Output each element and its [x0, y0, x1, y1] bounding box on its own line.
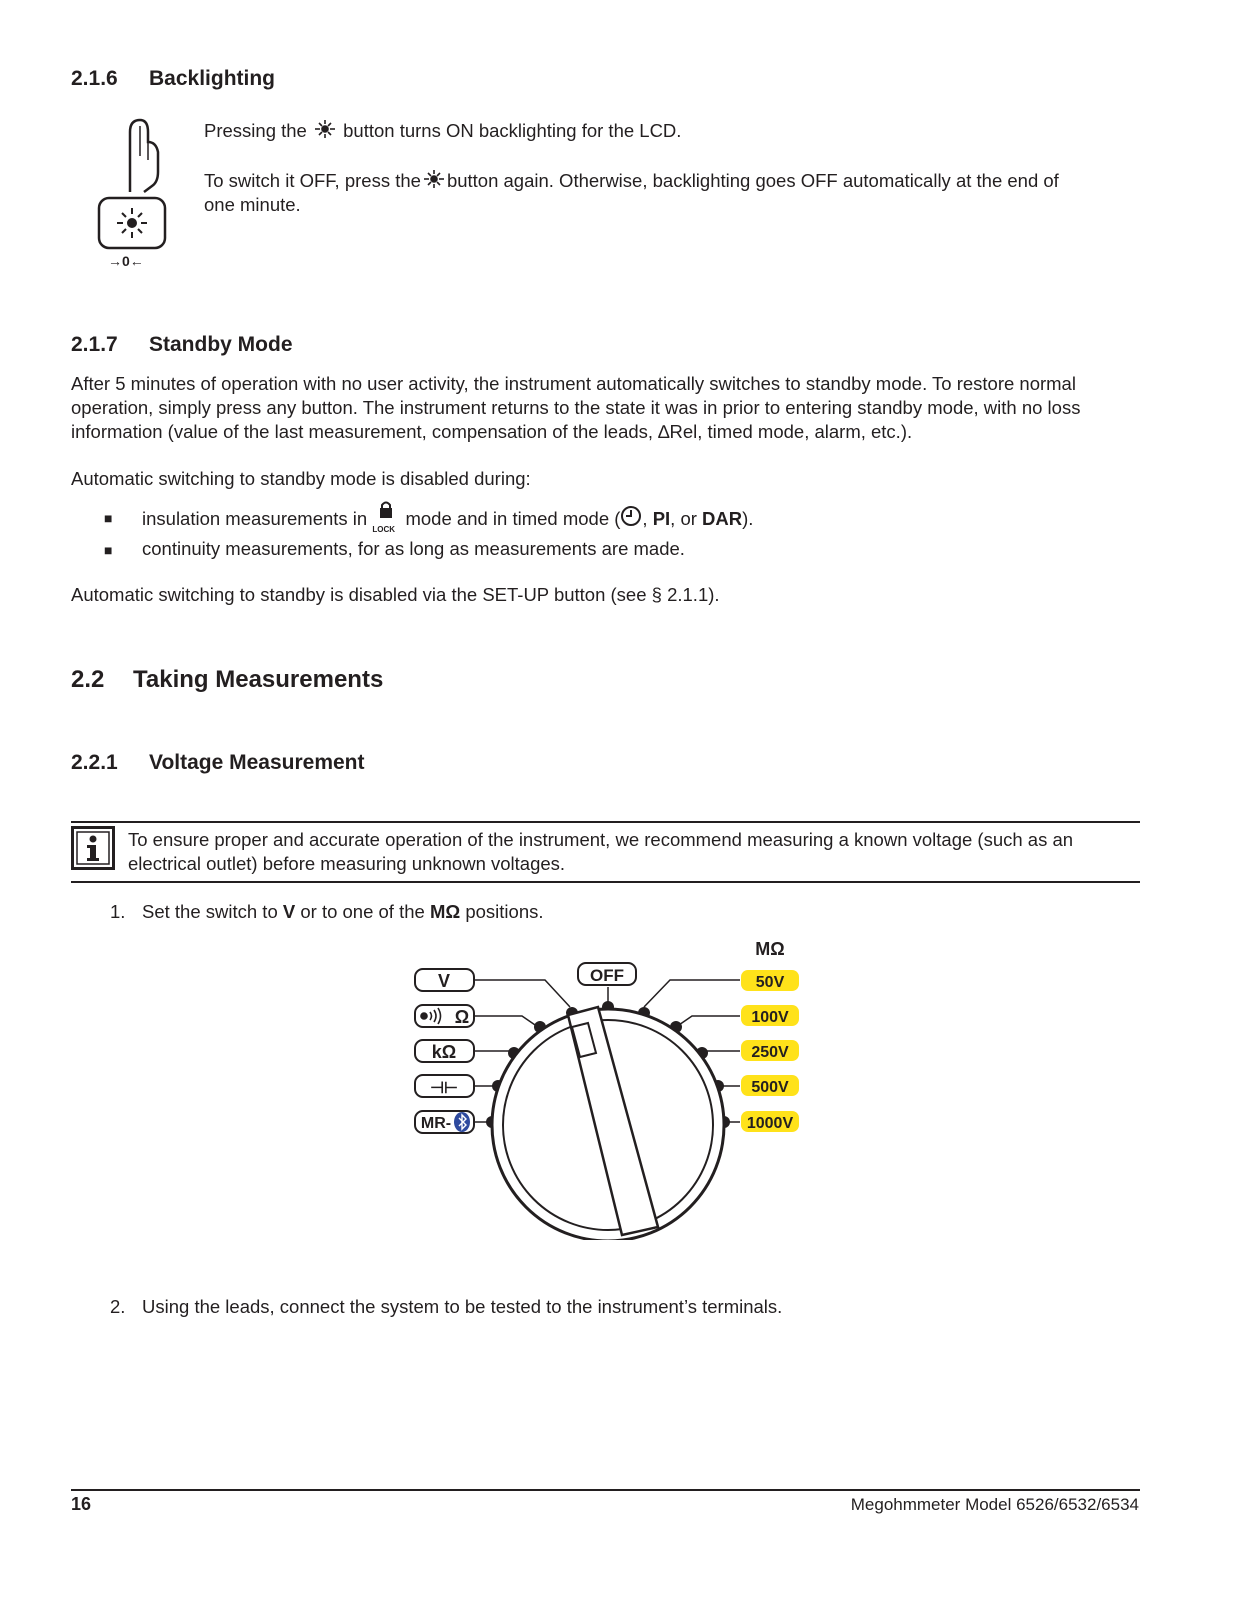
dial-label-capacitance: ⊣⊢	[430, 1080, 458, 1097]
section-number: 2.1.7	[71, 333, 118, 356]
backlight-para-2: To switch it OFF, press the button again. Otherwise, backlighting goes OFF automatically at the end of one minute.	[204, 170, 1059, 215]
dial-label-1000v: 1000V	[746, 1115, 794, 1132]
standby-para-2: Automatic switching to standby mode is disabled during:	[71, 468, 531, 489]
standby-para-1: After 5 minutes of operation with no user activity, the instrument automatically switches to standby mode. To restore normal operation, simply press any button. The instrument returns to the state it was in prior to entering standby mode, with no loss information (value of the last measurement, compensation of the leads, ∆Rel, timed mode, alarm, etc.).	[71, 373, 1081, 442]
list-item: ■ insulation measurements in LOCK mode and in timed mode ( , PI, or DAR).	[104, 505, 112, 530]
divider	[71, 881, 1140, 883]
bluetooth-icon	[454, 1112, 470, 1132]
info-icon	[71, 826, 115, 870]
section-heading-taking-measurements	[71, 666, 383, 694]
finger-press-icon	[92, 112, 174, 270]
section-number: 2.1.6	[71, 67, 118, 90]
backlight-para-1: Pressing the button turns ON backlighting for the LCD.	[204, 120, 682, 141]
section-number: 2.2.1	[71, 751, 118, 774]
button-caption: →0←	[108, 253, 144, 269]
page-number: 16	[71, 1494, 92, 1514]
lock-icon: LOCK	[372, 505, 400, 529]
dial-label-500v: 500V	[751, 1079, 789, 1096]
section-number: 2.2	[71, 666, 105, 693]
dial-label-100v: 100V	[751, 1009, 789, 1026]
list-item: ■ continuity measurements, for as long as measurements are made.	[104, 538, 685, 559]
divider	[71, 821, 1140, 823]
clock-icon	[620, 505, 642, 527]
footer-title: Megohmmeter Model 6526/6532/6534	[850, 1495, 1139, 1514]
bullet-icon: ■	[104, 510, 113, 526]
dial-header-mohm: MΩ	[755, 939, 785, 959]
dial-label-250v: 250V	[751, 1044, 789, 1061]
section-title: Backlighting	[149, 67, 276, 90]
section-title: Taking Measurements	[133, 666, 384, 693]
dial-label-kohm: kΩ	[431, 1042, 457, 1062]
footer-divider	[71, 1489, 1140, 1491]
backlight-icon	[312, 119, 338, 139]
section-heading-standby	[71, 333, 293, 357]
section-title: Voltage Measurement	[149, 751, 365, 774]
dial-label-mr: MR-	[420, 1115, 452, 1132]
bullet-icon: ■	[104, 542, 113, 558]
section-title: Standby Mode	[149, 333, 293, 356]
dial-label-v: V	[437, 971, 451, 991]
step-1: 1. Set the switch to V or to one of the MΩ positions.	[110, 901, 544, 922]
step-2: 2. Using the leads, connect the system to be tested to the instrument’s terminals.	[110, 1296, 783, 1317]
section-heading-backlighting	[71, 67, 275, 91]
standby-para-3: Automatic switching to standby is disabled via the SET-UP button (see § 2.1.1).	[71, 584, 720, 605]
info-note: To ensure proper and accurate operation of the instrument, we recommend measuring a known voltage (such as an electrical outlet) before measuring unknown voltages.	[128, 829, 1074, 874]
dial-label-off: OFF	[590, 966, 624, 985]
dial-label-50v: 50V	[755, 974, 785, 991]
rotary-switch-diagram	[410, 935, 810, 1240]
section-heading-voltage	[71, 751, 365, 775]
dial-label-continuity: Ω	[454, 1007, 470, 1027]
backlight-icon	[421, 169, 447, 189]
